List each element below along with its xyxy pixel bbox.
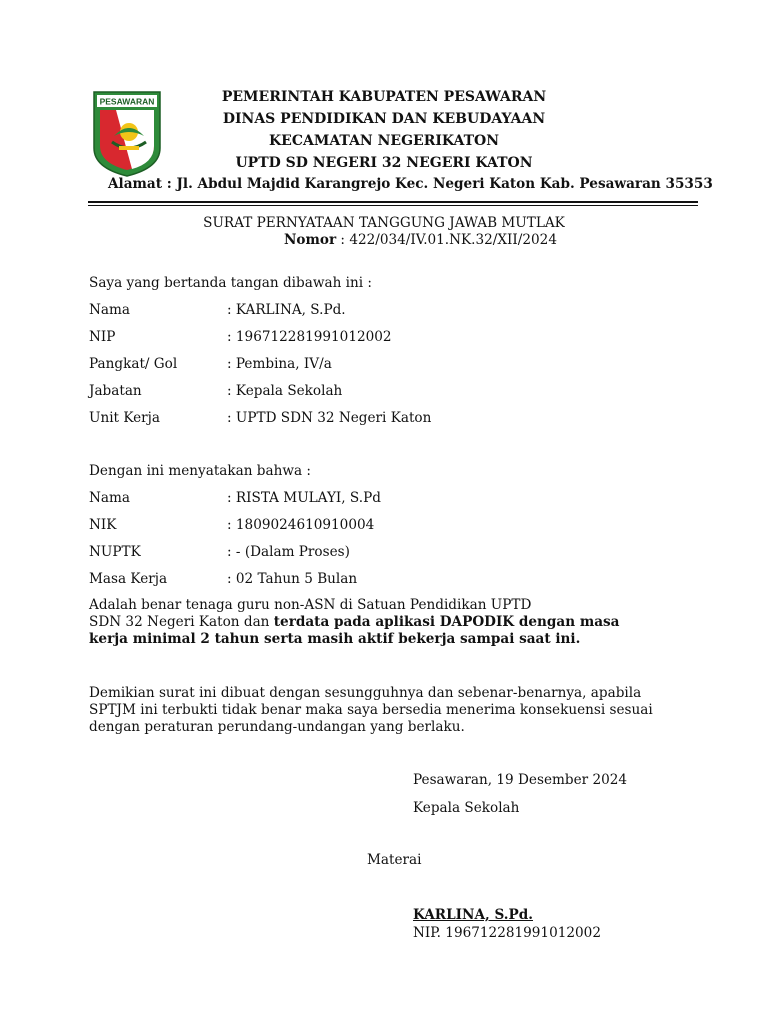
subject-value-nuptk: : - (Dalam Proses) (227, 544, 350, 560)
header-divider-thin (88, 205, 698, 206)
subject-label-masa-kerja: Masa Kerja (89, 571, 168, 587)
header-line-2: DINAS PENDIDIKAN DAN KEBUDAYAAN (222, 111, 546, 127)
closing-line-2: SPTJM ini terbukti tidak benar maka saya bersedia menerima konsekuensi sesuai (89, 702, 653, 718)
statement-line-2-bold: terdata pada aplikasi DAPODIK dengan masa (273, 614, 620, 630)
signature-name: KARLINA, S.Pd. (413, 907, 533, 923)
signature-place-date: Pesawaran, 19 Desember 2024 (413, 772, 628, 788)
signer-value-unit: : UPTD SDN 32 Negeri Katon (227, 410, 432, 426)
statement-line-2-plain: SDN 32 Negeri Katon dan (89, 614, 274, 630)
subject-label-nuptk: NUPTK (89, 544, 141, 560)
logo-label: PESAWARAN (99, 96, 155, 107)
statement-line-2 (89, 614, 619, 631)
signer-label-unit: Unit Kerja (89, 410, 160, 426)
document-number (284, 232, 557, 248)
closing-line-3: dengan peraturan perundang-undangan yang berlaku. (89, 719, 465, 735)
subject-label-nik: NIK (89, 517, 117, 533)
signer-value-pangkat: : Pembina, IV/a (227, 356, 332, 372)
subject-value-nik: : 1809024610910004 (227, 517, 375, 533)
signer-label-nip: NIP (89, 329, 116, 345)
number-value: : 422/034/IV.01.NK.32/XII/2024 (336, 232, 557, 248)
header-divider (88, 201, 698, 203)
signer-label-jabatan: Jabatan (89, 383, 142, 399)
statement-line-1: Adalah benar tenaga guru non-ASN di Satuan Pendidikan UPTD (89, 597, 532, 613)
subject-value-masa-kerja: : 02 Tahun 5 Bulan (227, 571, 358, 587)
subject-label-nama: Nama (89, 490, 130, 506)
document-title: SURAT PERNYATAAN TANGGUNG JAWAB MUTLAK (203, 215, 565, 231)
signer-value-nip: : 196712281991012002 (227, 329, 392, 345)
header-address: Alamat : Jl. Abdul Majdid Karangrejo Kec. Negeri Katon Kab. Pesawaran 35353 (108, 176, 713, 192)
signer-label-pangkat: Pangkat/ Gol (89, 356, 178, 372)
signer-intro: Saya yang bertanda tangan dibawah ini : (89, 275, 373, 291)
signature-position: Kepala Sekolah (413, 800, 520, 816)
header-line-1: PEMERINTAH KABUPATEN PESAWARAN (221, 89, 547, 105)
signer-value-nama: : KARLINA, S.Pd. (227, 302, 346, 318)
header-line-4: UPTD SD NEGERI 32 NEGERI KATON (235, 155, 533, 171)
statement-line-3: kerja minimal 2 tahun serta masih aktif bekerja sampai saat ini. (89, 631, 581, 647)
closing-line-1: Demikian surat ini dibuat dengan sesungguhnya dan sebenar-benarnya, apabila (89, 685, 642, 701)
number-label: Nomor (284, 232, 337, 248)
subject-intro: Dengan ini menyatakan bahwa : (89, 463, 312, 479)
stamp-placeholder: Materai (367, 852, 422, 868)
signature-nip: NIP. 196712281991012002 (413, 925, 601, 941)
signer-label-nama: Nama (89, 302, 130, 318)
signer-value-jabatan: : Kepala Sekolah (227, 383, 343, 399)
header-line-3: KECAMATAN NEGERIKATON (268, 133, 499, 149)
subject-value-nama: : RISTA MULAYI, S.Pd (227, 490, 381, 506)
